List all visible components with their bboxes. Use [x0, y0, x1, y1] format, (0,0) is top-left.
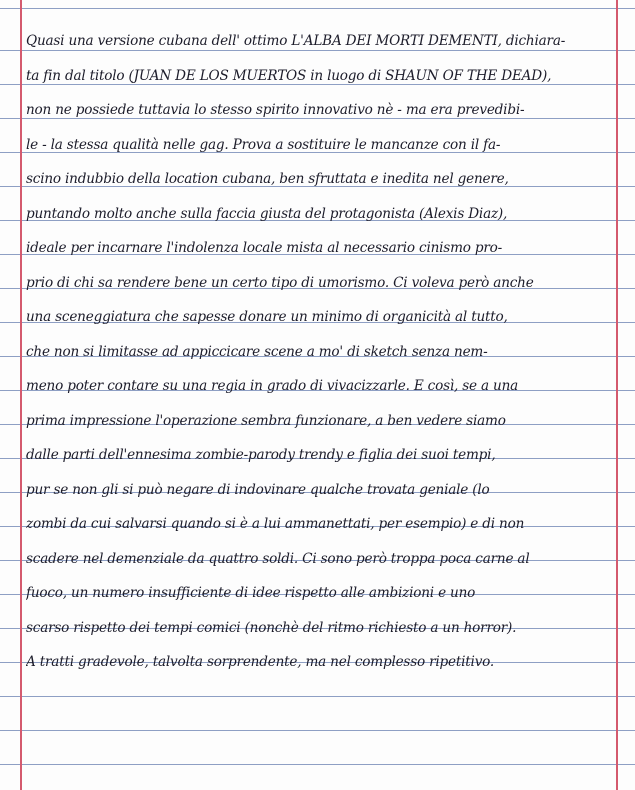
text-line-15: zombi da cui salvarsi quando si è a lui ammanettati, per esempio) e di non [26, 516, 525, 532]
right-margin-line [616, 0, 618, 790]
text-line-2: ta fin dal titolo (JUAN DE LOS MUERTOS in luogo di SHAUN OF THE DEAD), [26, 67, 552, 84]
text-line-18: scarso rispetto dei tempi comici (nonchè del ritmo richiesto a un horror). [26, 619, 517, 636]
text-line-4: le - la stessa qualità nelle gag. Prova a sostituire le mancanze con il fa- [26, 136, 501, 153]
text-line-5: scino indubbio della location cubana, ben sfruttata e inedita nel genere, [26, 171, 509, 187]
text-line-1: Quasi una versione cubana dell' ottimo L'ALBA DEI MORTI DEMENTI, dichiara- [26, 33, 566, 49]
left-margin-line [20, 0, 22, 790]
text-line-13: dalle parti dell'ennesima zombie-parody trendy e figlia dei suoi tempi, [26, 447, 496, 463]
text-line-14: pur se non gli si può negare di indovinare qualche trovata geniale (lo [26, 481, 490, 498]
text-line-10: che non si limitasse ad appiccicare scene a mo' di sketch senza nem- [26, 343, 488, 360]
text-line-12: prima impressione l'operazione sembra funzionare, a ben vedere siamo [26, 412, 506, 429]
text-line-17: fuoco, un numero insufficiente di idee rispetto alle ambizioni e uno [26, 585, 476, 601]
text-line-16: scadere nel demenziale da quattro soldi. Ci sono però troppa poca carne al [26, 550, 530, 567]
text-line-3: non ne possiede tuttavia lo stesso spirito innovativo nè - ma era prevedibi- [26, 102, 525, 118]
text-line-6: puntando molto anche sulla faccia giusta del protagonista (Alexis Diaz), [26, 205, 508, 222]
text-line-9: una sceneggiatura che sapesse donare un minimo di organicità al tutto, [26, 309, 508, 325]
text-line-7: ideale per incarnare l'indolenza locale mista al necessario cinismo pro- [26, 240, 503, 256]
handwritten-review-text [26, 24, 614, 680]
text-line-8: prio di chi sa rendere bene un certo tipo di umorismo. Ci voleva però anche [26, 274, 534, 291]
text-line-11: meno poter contare su una regia in grado di vivacizzarle. E così, se a una [26, 378, 519, 394]
text-line-19: A tratti gradevole, talvolta sorprendente, ma nel complesso ripetitivo. [26, 654, 495, 670]
